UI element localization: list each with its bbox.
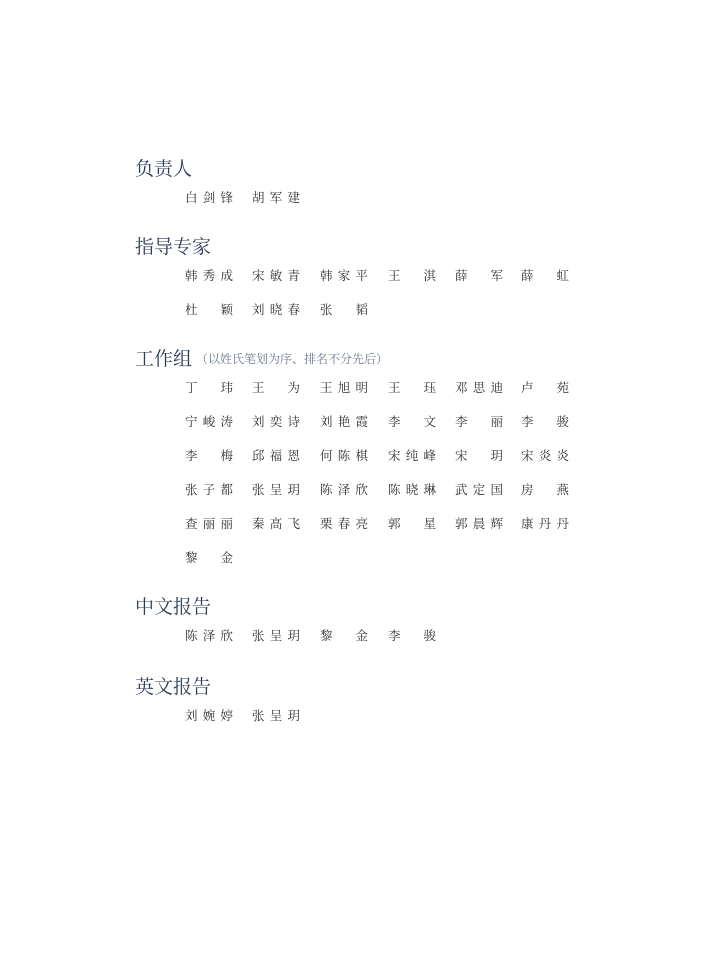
name-list bbox=[185, 379, 605, 567]
section-chinese-report bbox=[135, 594, 655, 645]
person-name: 杜 颖 bbox=[185, 302, 233, 317]
section-title bbox=[135, 674, 655, 700]
name-list bbox=[185, 267, 605, 319]
person-name: 韩家平 bbox=[320, 268, 368, 283]
person-name: 薛 军 bbox=[455, 268, 503, 283]
person-name: 张 韬 bbox=[320, 302, 368, 317]
person-name: 郭晨辉 bbox=[455, 516, 503, 531]
person-name: 黎 金 bbox=[320, 628, 368, 643]
person-name: 薛 虹 bbox=[521, 268, 569, 283]
person-name: 胡军建 bbox=[252, 190, 300, 205]
person-name: 陈晓琳 bbox=[388, 482, 436, 497]
person-name: 韩秀成 bbox=[185, 268, 233, 283]
section-title bbox=[135, 156, 655, 182]
section-working-group bbox=[135, 346, 655, 567]
person-name: 刘艳霞 bbox=[320, 414, 368, 429]
section-advisors bbox=[135, 234, 655, 319]
name-list bbox=[185, 627, 605, 645]
person-name: 张呈玥 bbox=[252, 482, 300, 497]
section-title-text: 中文报告 bbox=[135, 596, 212, 618]
person-name: 王 为 bbox=[252, 380, 300, 395]
person-name: 房 燕 bbox=[521, 482, 569, 497]
person-name: 陈泽欣 bbox=[320, 482, 368, 497]
person-name: 宋炎炎 bbox=[521, 448, 569, 463]
section-title-text: 英文报告 bbox=[135, 676, 212, 698]
section-title bbox=[135, 594, 655, 620]
person-name: 张呈玥 bbox=[252, 628, 300, 643]
person-name: 李 骏 bbox=[521, 414, 569, 429]
person-name: 张子都 bbox=[185, 482, 233, 497]
person-name: 陈泽欣 bbox=[185, 628, 233, 643]
person-name: 黎 金 bbox=[185, 550, 233, 565]
person-name: 武定国 bbox=[455, 482, 503, 497]
person-name: 李 文 bbox=[388, 414, 436, 429]
person-name: 何陈棋 bbox=[320, 448, 368, 463]
person-name: 丁 玮 bbox=[185, 380, 233, 395]
person-name: 王旭明 bbox=[320, 380, 368, 395]
person-name: 栗春亮 bbox=[320, 516, 368, 531]
person-name: 刘奕诗 bbox=[252, 414, 300, 429]
section-title-text: 指导专家 bbox=[135, 236, 212, 258]
person-name: 王 淇 bbox=[388, 268, 436, 283]
person-name: 李 骏 bbox=[388, 628, 436, 643]
name-list bbox=[185, 707, 605, 725]
person-name: 张呈玥 bbox=[252, 708, 300, 723]
person-name: 宁峻涛 bbox=[185, 414, 233, 429]
person-name: 秦高飞 bbox=[252, 516, 300, 531]
person-name: 宋 玥 bbox=[455, 448, 503, 463]
person-name: 邱福恩 bbox=[252, 448, 300, 463]
person-name: 王 珏 bbox=[388, 380, 436, 395]
section-responsible bbox=[135, 156, 655, 207]
person-name: 李 丽 bbox=[455, 414, 503, 429]
person-name: 查丽丽 bbox=[185, 516, 233, 531]
person-name: 邓思迪 bbox=[455, 380, 503, 395]
section-title bbox=[135, 346, 655, 372]
section-title-text: 负责人 bbox=[135, 158, 193, 180]
person-name: 宋纯峰 bbox=[388, 448, 436, 463]
person-name: 康丹丹 bbox=[521, 516, 569, 531]
person-name: 刘晓春 bbox=[252, 302, 300, 317]
person-name: 白剑锋 bbox=[185, 190, 233, 205]
section-title-text: 工作组 bbox=[135, 348, 193, 370]
section-note: （以姓氏笔划为序、排名不分先后） bbox=[196, 352, 389, 366]
person-name: 宋敏青 bbox=[252, 268, 300, 283]
person-name: 郭 星 bbox=[388, 516, 436, 531]
name-list bbox=[185, 189, 605, 207]
person-name: 刘婉婷 bbox=[185, 708, 233, 723]
person-name: 李 梅 bbox=[185, 448, 233, 463]
person-name: 卢 苑 bbox=[521, 380, 569, 395]
section-title bbox=[135, 234, 655, 260]
section-english-report bbox=[135, 674, 655, 725]
